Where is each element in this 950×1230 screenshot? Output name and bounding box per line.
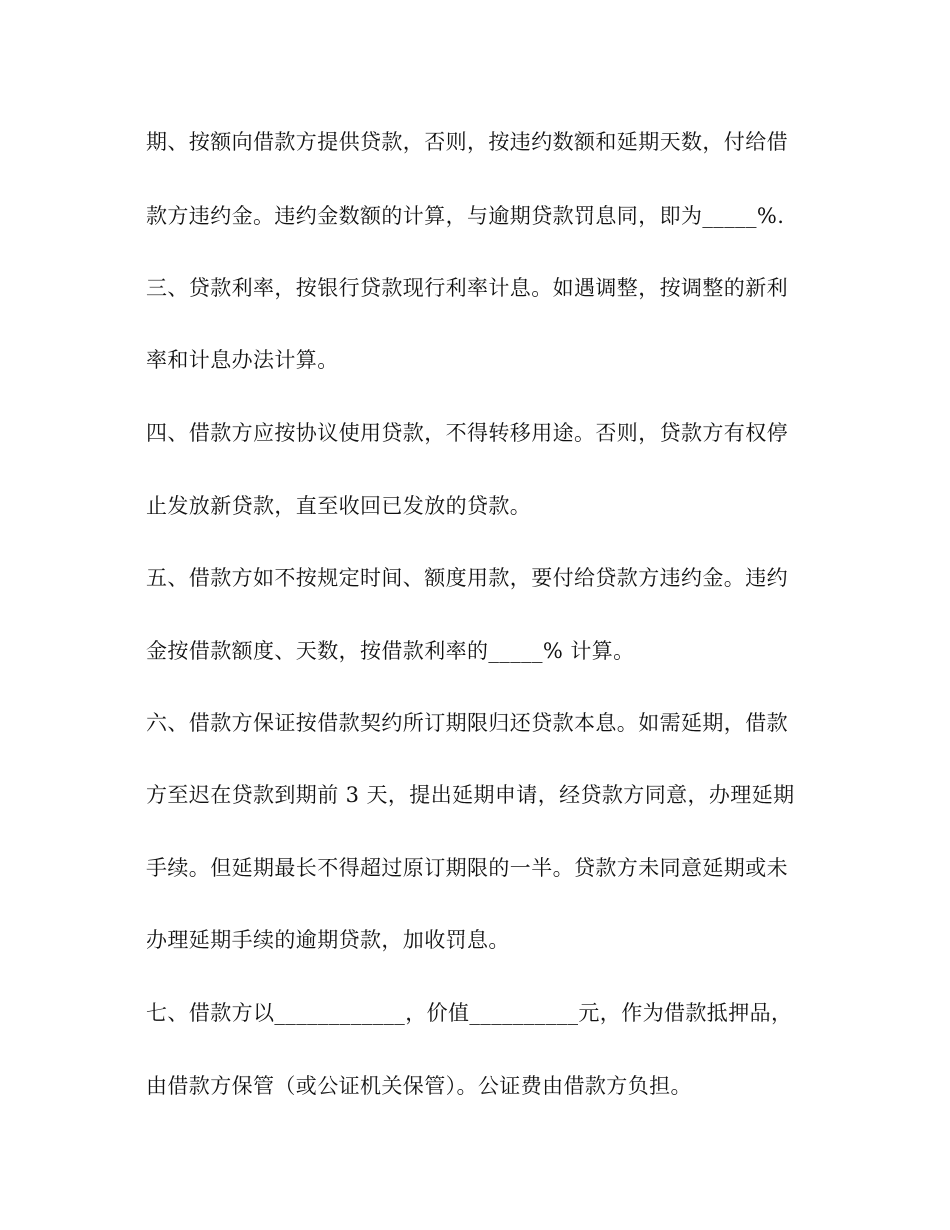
text-line: 款方违约金。违约金数额的计算，与逾期贷款罚息同，即为_____%. <box>146 204 785 228</box>
text-line: 办理延期手续的逾期贷款，加收罚息。 <box>146 928 510 952</box>
text-line: 率和计息办法计算。 <box>146 348 339 372</box>
text-line: 四、借款方应按协议使用贷款，不得转移用途。否则，贷款方有权停 <box>146 421 788 445</box>
text-line: 三、贷款利率，按银行贷款现行利率计息。如遇调整，按调整的新利 <box>146 276 788 300</box>
text-line: 手续。但延期最长不得超过原订期限的一半。贷款方未同意延期或未 <box>146 856 788 880</box>
text-line: 金按借款额度、天数，按借款利率的_____% 计算。 <box>146 639 635 663</box>
text-line: 期、按额向借款方提供贷款，否则，按违约数额和延期天数，付给借 <box>146 130 788 154</box>
text-line: 七、借款方以____________，价值__________元，作为借款抵押品， <box>146 1001 793 1025</box>
text-line: 六、借款方保证按借款契约所订期限归还贷款本息。如需延期，借款 <box>146 711 788 735</box>
text-line: 由借款方保管（或公证机关保管）。公证费由借款方负担。 <box>146 1074 692 1098</box>
text-line: 止发放新贷款，直至收回已发放的贷款。 <box>146 494 532 518</box>
text-line: 五、借款方如不按规定时间、额度用款，要付给贷款方违约金。违约 <box>146 566 788 590</box>
text-line: 方至迟在贷款到期前 3 天，提出延期申请，经贷款方同意，办理延期 <box>146 783 795 807</box>
